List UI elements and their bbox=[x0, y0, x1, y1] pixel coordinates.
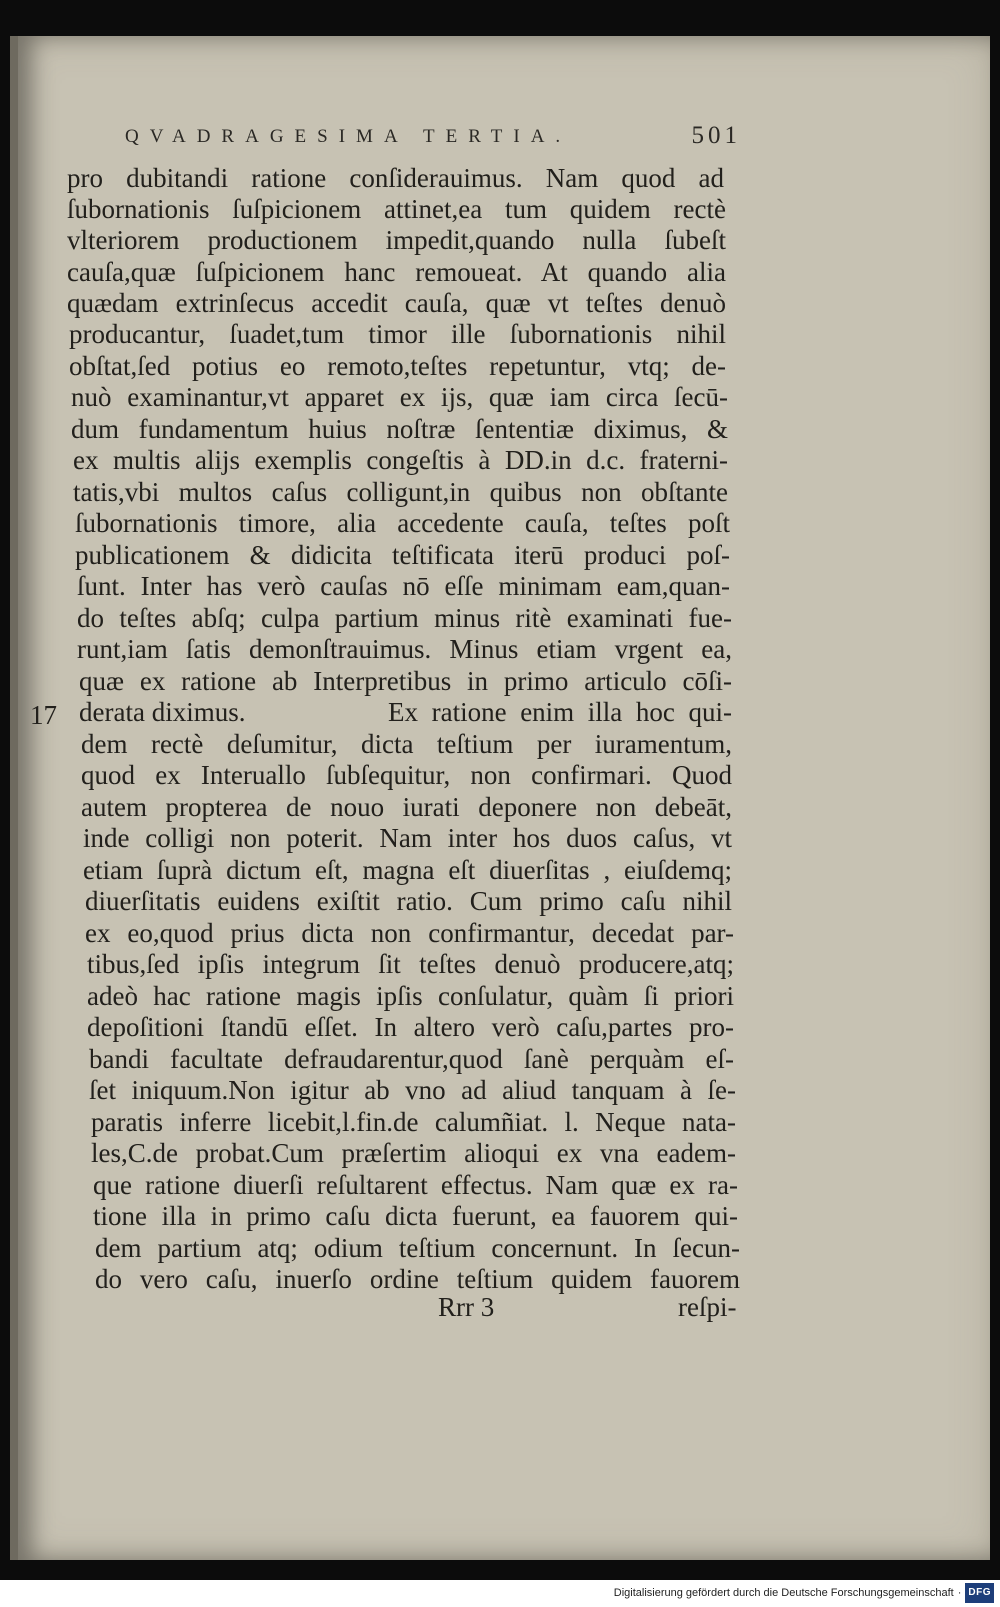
text-line: diuerſitatis euidens exiſtit ratio. Cum primo caſu nihil bbox=[85, 886, 732, 916]
text-line: ſunt. Inter has verò cauſas nō eſſe minimam eam,quan- bbox=[77, 571, 730, 601]
text-line: ex multis alijs exemplis congeſtis à DD.in d.c. fraterni- bbox=[73, 445, 728, 475]
text-line: tibus,ſed ipſis integrum ſit teſtes denuò producere,atq; bbox=[87, 949, 734, 979]
text-line: dum fundamentum huius noſtræ ſententiæ diximus, & bbox=[71, 414, 728, 444]
text-line: quod ex Interuallo ſubſequitur, non confirmari. Quod bbox=[81, 760, 732, 790]
text-line: ſubornationis ſuſpicionem attinet,ea tum quidem rectè bbox=[67, 194, 726, 224]
text-line: tatis,vbi multos caſus colligunt,in quibus non obſtante bbox=[73, 477, 728, 507]
text-line: quædam extrinſecus accedit cauſa, quæ vt teſtes denuò bbox=[67, 288, 726, 318]
text-line: tione illa in primo caſu dicta fuerunt, ea fauorem qui- bbox=[93, 1201, 738, 1231]
text-line: adeò hac ratione magis ipſis conſulatur, quàm ſi priori bbox=[87, 981, 734, 1011]
text-line: depoſitioni ſtandū eſſet. In altero verò caſu,partes pro- bbox=[87, 1012, 734, 1042]
text-line: do vero caſu, inuerſo ordine teſtium quidem fauorem bbox=[95, 1264, 740, 1294]
text-line: etiam ſuprà dictum eſt, magna eſt diuerſitas , eiuſdemq; bbox=[83, 855, 732, 885]
text-line: bandi facultate defraudarentur,quod ſanè perquàm eſ- bbox=[89, 1044, 734, 1074]
text-line: autem propterea de nouo iurati deponere non debeāt, bbox=[81, 792, 732, 822]
text-line: dem partium atq; odium teſtium concernunt. In ſecun- bbox=[95, 1233, 740, 1263]
text-line: ſubornationis timore, alia accedente cauſa, teſtes poſt bbox=[75, 508, 730, 538]
running-head bbox=[125, 122, 741, 156]
text-line: obſtat,ſed potius eo remoto,teſtes repetuntur, vtq; de- bbox=[69, 351, 726, 381]
margin-number: 17 bbox=[30, 700, 57, 730]
text-line: dem rectè deſumitur, dicta teſtium per iuramentum, bbox=[81, 729, 732, 759]
text-line: paratis inferre licebit,l.fin.de calumñiat. l. Neque nata- bbox=[91, 1107, 736, 1137]
text-line: pro dubitandi ratione conſiderauimus. Nam quod ad bbox=[67, 163, 724, 193]
text-line: vlteriorem productionem impedit,quando nulla ſubeſt bbox=[67, 225, 726, 255]
text-line: Ex ratione enim illa hoc qui- bbox=[388, 697, 732, 727]
credit-text: Digitalisierung gefördert durch die Deutsche Forschungsgemeinschaft bbox=[613, 1587, 954, 1599]
signature-mark: Rrr 3 bbox=[438, 1292, 495, 1322]
dfg-logo: DFG bbox=[965, 1583, 994, 1603]
text-line: ex eo,quod prius dicta non confirmantur, decedat par- bbox=[85, 918, 734, 948]
text-line: inde colligi non poterit. Nam inter hos duos caſus, vt bbox=[83, 823, 732, 853]
text-line: ſet iniquum.Non igitur ab vno ad aliud tanquam à ſe- bbox=[89, 1075, 736, 1105]
text-line: derata diximus. bbox=[79, 697, 246, 727]
text-line: nuò examinantur,vt apparet ex ijs, quæ iam circa ſecū- bbox=[71, 382, 728, 412]
text-line: les,C.de probat.Cum præſertim alioqui ex vna eadem- bbox=[91, 1138, 736, 1168]
catchword: reſpi- bbox=[678, 1292, 737, 1322]
text-line: producantur, ſuadet,tum timor ille ſubornationis nihil bbox=[69, 319, 726, 349]
digitization-credit: Digitalisierung gefördert durch die Deutsche Forschungsgemeinschaft · DFG bbox=[614, 1584, 994, 1602]
text-line: que ratione diuerſi reſultarent effectus. Nam quæ ex ra- bbox=[93, 1170, 738, 1200]
text-line: quæ ex ratione ab Interpretibus in primo articulo cōſi- bbox=[79, 666, 732, 696]
running-head-title: QVADRAGESIMA TERTIA. bbox=[125, 126, 572, 147]
page-number: 501 bbox=[691, 122, 741, 149]
text-line: publicationem & didicita teſtificata iterū produci poſ- bbox=[75, 540, 730, 570]
text-line: cauſa,quæ ſuſpicionem hanc remoueat. At quando alia bbox=[67, 257, 726, 287]
text-line: runt,iam ſatis demonſtrauimus. Minus etiam vrgent ea, bbox=[77, 634, 732, 664]
text-line: do teſtes abſq; culpa partium minus ritè examinati fue- bbox=[77, 603, 732, 633]
